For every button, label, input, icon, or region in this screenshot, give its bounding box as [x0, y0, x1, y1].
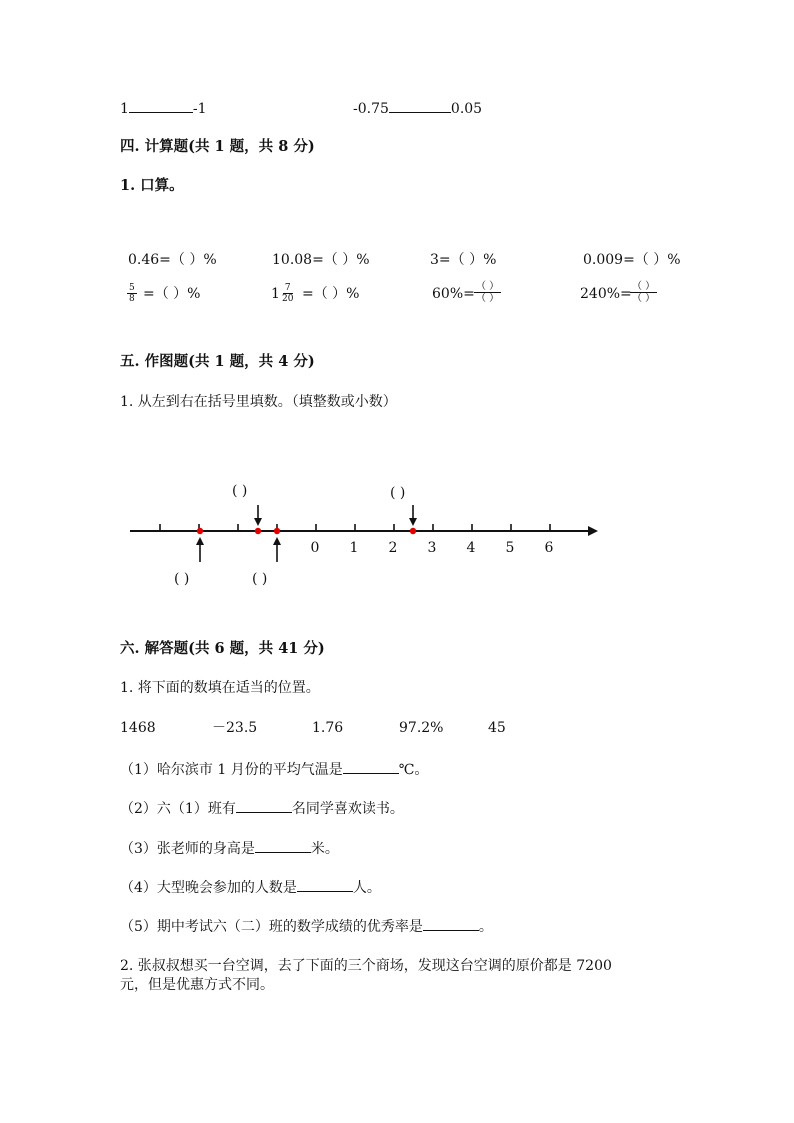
- fill-item-text: （3）张老师的身高是: [120, 841, 255, 857]
- compare-right-b: 0.05: [450, 101, 483, 117]
- number-line-label: 1: [349, 540, 359, 556]
- mixed-whole: 1: [271, 286, 280, 302]
- answer-paren-c[interactable]: ( ): [252, 571, 268, 587]
- answer-paren-d[interactable]: ( ): [390, 485, 406, 501]
- fill-item-3: [120, 838, 339, 858]
- arrow-up-c: [273, 537, 281, 562]
- fill-item-text: （5）期中考试六（二）班的数学成绩的优秀率是: [120, 919, 423, 935]
- fraction-numerator: 7: [284, 283, 291, 293]
- oral-calc-4: 0.009=（ ）%: [583, 252, 681, 268]
- number-line-label: 5: [505, 540, 515, 556]
- fraction-numerator[interactable]: （ ）: [632, 281, 656, 292]
- compare-left-a: 1: [120, 101, 129, 117]
- point-b-dot: [255, 528, 261, 534]
- arrow-down-d: [409, 505, 417, 526]
- fill-item-5: [120, 916, 493, 936]
- oral-calc-1: 0.46=（ ）%: [128, 252, 217, 268]
- arrow-up-a: [196, 537, 204, 562]
- fraction-numerator[interactable]: （ ）: [476, 281, 500, 292]
- oral-calc-3: 3=（ ）%: [430, 252, 497, 268]
- number-line-labels: [311, 540, 554, 556]
- number-97-2-percent: 97.2%: [399, 720, 444, 736]
- fill-item-text: （2）六（1）班有: [120, 801, 236, 817]
- answer-blank[interactable]: [297, 877, 353, 892]
- point-d-dot: [410, 528, 416, 534]
- oral-calc-7-lead: 60%=: [432, 286, 475, 302]
- fill-item-2: [120, 798, 404, 818]
- section6-heading: 六. 解答题(共 6 题，共 41 分): [120, 640, 325, 657]
- number-line-arrowhead: [588, 526, 598, 536]
- point-a-dot: [197, 528, 203, 534]
- number-1468: 1468: [120, 720, 156, 736]
- answer-paren-a[interactable]: ( ): [174, 571, 190, 587]
- oral-calc-2: 10.08=（ ）%: [272, 252, 370, 268]
- section4-q1-title: 1. 口算。: [120, 177, 184, 194]
- compare-left-b: -1: [192, 101, 207, 117]
- fraction-denominator[interactable]: （ ）: [632, 293, 656, 304]
- point-c-dot: [274, 528, 280, 534]
- fill-item-suffix: 。: [478, 919, 493, 935]
- number-line-label: 3: [427, 540, 437, 556]
- oral-calc-6-rest: =（ ）%: [302, 286, 360, 302]
- fill-item-text: （1）哈尔滨市 1 月份的平均气温是: [120, 762, 343, 778]
- number-line-ticks: [160, 524, 550, 531]
- fill-item-4: [120, 877, 381, 897]
- section6-q1-title: 1. 将下面的数填在适当的位置。: [120, 680, 320, 696]
- fill-item-suffix: 名同学喜欢读书。: [291, 801, 404, 817]
- fill-item-text: （4）大型晚会参加的人数是: [120, 880, 297, 896]
- number-line-label: 6: [544, 540, 554, 556]
- fraction-denominator[interactable]: （ ）: [476, 293, 500, 304]
- fraction-denominator: 20: [282, 294, 294, 304]
- fill-item-suffix: 米。: [310, 841, 339, 857]
- answer-paren-b[interactable]: ( ): [232, 483, 248, 499]
- fraction-numerator: 5: [129, 283, 135, 293]
- fraction-denominator: 8: [129, 294, 135, 304]
- number-neg-23-5: －23.5: [212, 720, 258, 736]
- answer-blank[interactable]: [236, 798, 292, 813]
- section5-heading: 五. 作图题(共 1 题，共 4 分): [120, 353, 315, 370]
- answer-blank[interactable]: [343, 759, 399, 774]
- fill-item-suffix: 人。: [352, 880, 381, 896]
- oral-calc-8-lead: 240%=: [580, 286, 632, 302]
- section6-q2-line1: 2. 张叔叔想买一台空调，去了下面的三个商场，发现这台空调的原价都是 7200: [120, 958, 612, 974]
- section6-q2-line2: 元，但是优惠方式不同。: [120, 977, 274, 993]
- fill-item-1: [120, 759, 428, 779]
- fill-item-suffix: ℃。: [398, 762, 429, 778]
- arrow-down-b: [254, 505, 262, 526]
- number-line-label: 2: [388, 540, 398, 556]
- answer-blank[interactable]: [255, 838, 311, 853]
- section4-heading: 四. 计算题(共 1 题，共 8 分): [120, 138, 315, 155]
- number-45: 45: [488, 720, 506, 736]
- number-1-76: 1.76: [312, 720, 344, 736]
- section5-q1-text: 1. 从左到右在括号里填数。（填整数或小数）: [120, 394, 397, 410]
- answer-blank[interactable]: [423, 916, 479, 931]
- number-line-label: 0: [310, 540, 320, 556]
- number-line-label: 4: [466, 540, 476, 556]
- oral-calc-5-rest: =（ ）%: [143, 286, 201, 302]
- compare-right-a: -0.75: [353, 101, 389, 117]
